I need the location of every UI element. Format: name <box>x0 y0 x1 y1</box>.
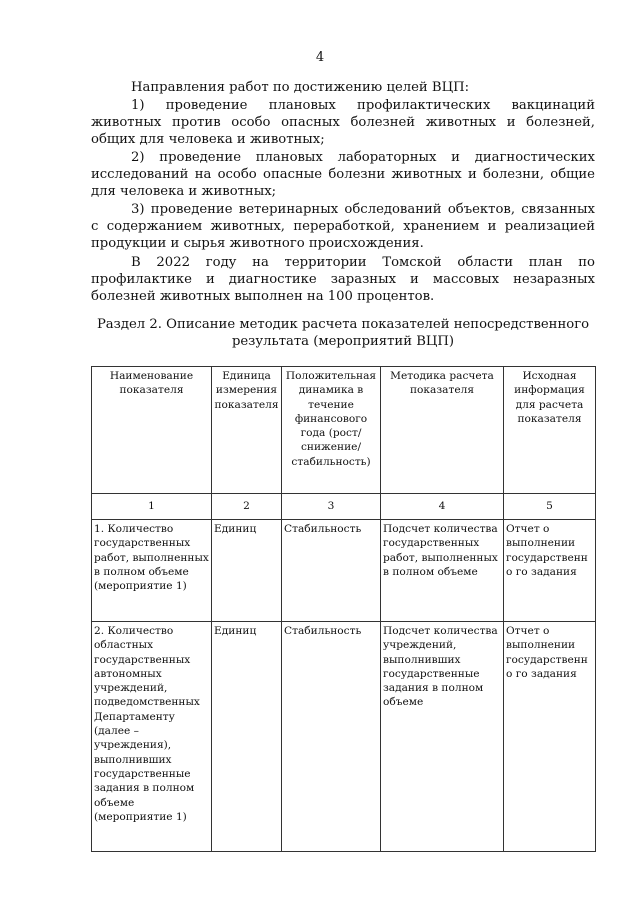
table-cell: 1. Количество государственных работ, выполненных в полном объеме (мероприятие 1) <box>92 520 212 622</box>
list-item-2: 2) проведение плановых лабораторных и диагностических исследований на особо опасные болезни животных и болезни, общие для человека и животных; <box>91 150 595 200</box>
indicators-table <box>91 366 596 852</box>
column-number: 4 <box>381 494 504 520</box>
header-cell: Методика расчета показателя <box>381 367 504 494</box>
table-cell: Стабильность <box>282 520 381 622</box>
summary-paragraph: В 2022 году на территории Томской области план по профилактике и диагностике заразных и массовых незаразных болезней животных выполнен на 100 процентов. <box>91 255 595 305</box>
table-cell: Подсчет количества государственных работ, выполненных в полном объеме <box>381 520 504 622</box>
table-cell: 2. Количество областных государственных автономных учреждений, подведомственных Департаменту (далее – учреждения), выполнивших государственные задания в полном объеме (мероприятие 1) <box>92 622 212 852</box>
table-cell: Стабильность <box>282 622 381 852</box>
table-header-row <box>92 367 596 494</box>
header-cell: Исходная информация для расчета показателя <box>504 367 596 494</box>
table-cell: Единиц <box>212 622 282 852</box>
page-number: 4 <box>315 50 325 65</box>
column-number: 5 <box>504 494 596 520</box>
list-item-1: 1) проведение плановых профилактических вакцинаций животных против особо опасных болезней животных и болезней, общих для человека и животных; <box>91 98 595 148</box>
table-cell: Отчет о выполнении государственно го задания <box>504 520 596 622</box>
header-cell: Положительная динамика в течение финансового года (рост/снижение/ стабильность) <box>282 367 381 494</box>
header-cell: Единица измерения показателя <box>212 367 282 494</box>
column-number: 3 <box>282 494 381 520</box>
column-number: 2 <box>212 494 282 520</box>
list-item-3: 3) проведение ветеринарных обследований объектов, связанных с содержанием животных, переработкой, хранением и реализацией продукции и сырья животного происхождения. <box>91 202 595 252</box>
section-title: Раздел 2. Описание методик расчета показателей непосредственного результата (мероприятий ВЦП) <box>96 317 590 350</box>
column-number-row <box>92 494 596 520</box>
table-row <box>92 520 596 622</box>
column-number: 1 <box>92 494 212 520</box>
table-row <box>92 622 596 852</box>
table-cell: Отчет о выполнении государственно го задания <box>504 622 596 852</box>
table-cell: Единиц <box>212 520 282 622</box>
intro-line: Направления работ по достижению целей ВЦП: <box>131 80 470 95</box>
header-cell: Наименование показателя <box>92 367 212 494</box>
table-cell: Подсчет количества учреждений, выполнивших государственные задания в полном объеме <box>381 622 504 852</box>
